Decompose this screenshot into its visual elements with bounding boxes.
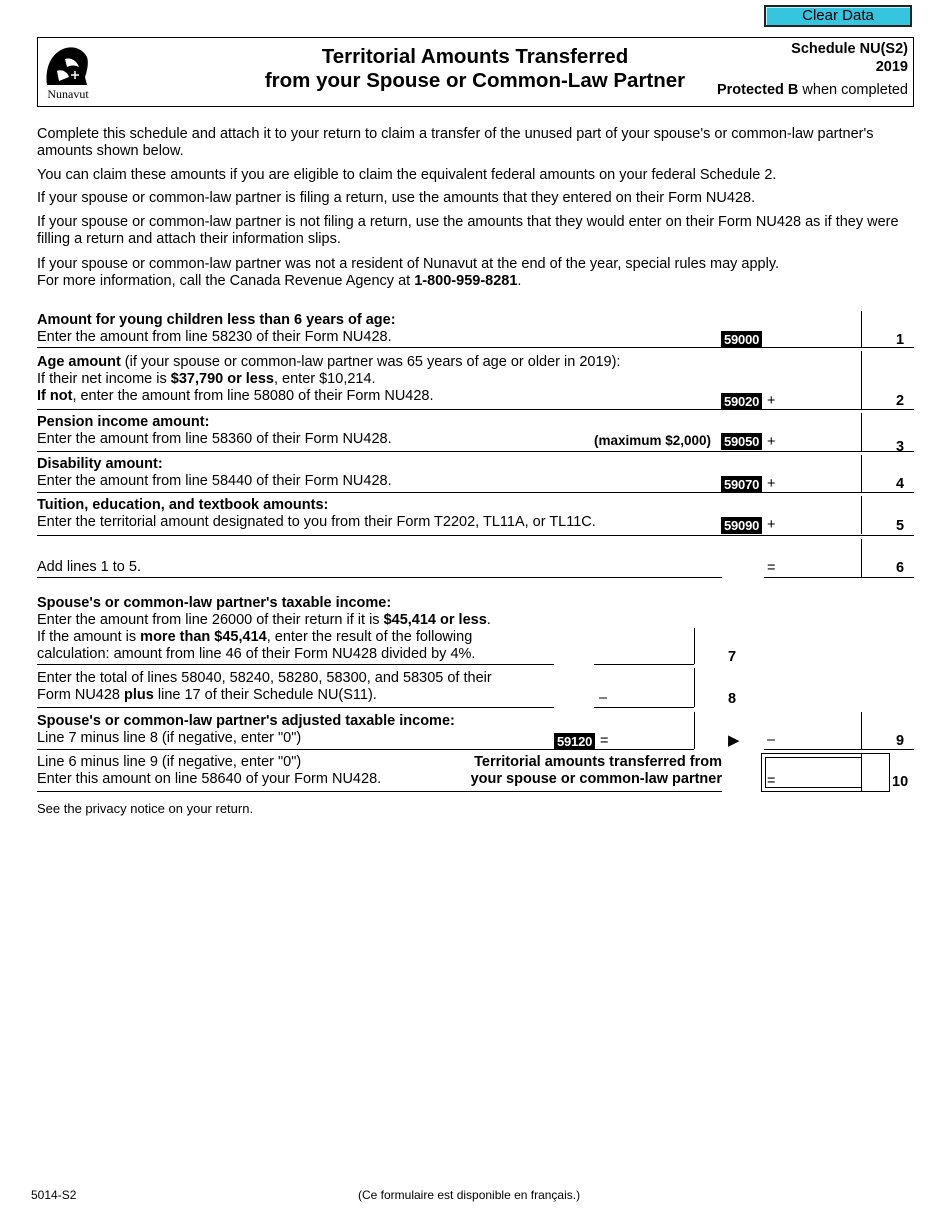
line-7-a-post: . <box>486 612 491 628</box>
line-7-rule-left <box>37 664 554 665</box>
line-9-right-column-line <box>861 712 862 749</box>
line-2-rule <box>37 409 914 410</box>
line-1-rule <box>37 347 914 348</box>
column-line <box>861 455 862 492</box>
line-10-label-2: your spouse or common-law partner <box>470 771 722 787</box>
line-2-c-bold: If not <box>37 388 73 404</box>
line-2-c-post: , enter the amount from line 58080 of their Form NU428. <box>72 388 434 404</box>
line-4-text: Enter the amount from line 58440 of their Form NU428. <box>37 473 392 489</box>
intro-paragraph-1: Complete this schedule and attach it to your return to claim a transfer of the unused part of your spouse's or common-law partner's amounts shown below. <box>37 126 874 159</box>
line-7-input[interactable] <box>598 646 692 661</box>
line-3-maximum: (maximum $2,000) <box>594 433 712 448</box>
line-2-code: 59020 <box>721 393 762 410</box>
line-1-text: Enter the amount from line 58230 of their Form NU428. <box>37 329 392 345</box>
line-8-rule-left <box>37 707 554 708</box>
line-9-column-line <box>694 712 695 749</box>
line-7-column-line <box>694 628 695 664</box>
line-7-a-bold: $45,414 or less <box>383 612 487 628</box>
line-2-heading-rest: (if your spouse or common-law partner was 65 years of age or older in 2019): <box>120 354 621 370</box>
title-line-1: Territorial Amounts Transferred <box>321 45 629 68</box>
line-9-rule-right <box>594 749 694 750</box>
column-line <box>861 413 862 451</box>
line-9-heading: Spouse's or common-law partner's adjusted taxable income: <box>37 713 455 729</box>
line-10-a: Line 6 minus line 9 (if negative, enter "0") <box>37 754 302 770</box>
line-4-heading: Disability amount: <box>37 456 163 472</box>
line-9-rule-left <box>37 749 554 750</box>
intro-paragraph-4: If your spouse or common-law partner is not filing a return, use the amounts that they would enter on their Form NU428 as if they were filling a return and attach their information slips. <box>37 214 899 247</box>
clear-data-button[interactable]: Clear Data <box>764 5 912 27</box>
line-8-b-pre: Form NU428 <box>37 687 125 703</box>
line-9-code: 59120 <box>554 733 595 750</box>
intro-p5-text: For more information, call the Canada Revenue Agency at <box>37 273 415 289</box>
line-7-b-bold: more than $45,414 <box>140 629 267 645</box>
nunavut-emblem-icon <box>41 41 95 103</box>
line-1-label <box>37 312 396 346</box>
line-6-rule-left <box>37 577 722 578</box>
line-4-input[interactable] <box>780 476 861 491</box>
protected-bold: Protected B <box>716 82 799 98</box>
line-8-input[interactable] <box>612 690 692 705</box>
line-1-number: 1 <box>896 332 905 348</box>
schedule-id <box>791 40 908 76</box>
intro-p5-line-a: If your spouse or common-law partner was not a resident of Nunavut at the end of the year, special rules may apply. <box>37 256 780 272</box>
line-5-heading: Tuition, education, and textbook amounts: <box>37 497 329 513</box>
line-7-label <box>37 595 491 663</box>
schedule-year: 2019 <box>875 59 908 75</box>
line-5-plus: + <box>767 517 776 533</box>
line-7-c: calculation: amount from line 46 of their Form NU428 divided by 4%. <box>37 646 476 662</box>
intro-p5-period: . <box>517 273 522 289</box>
line-5-label <box>37 497 596 531</box>
logo-text: Nunavut <box>47 87 89 101</box>
line-3-code: 59050 <box>721 433 762 450</box>
line-4-label <box>37 456 392 490</box>
line-7-b-post: , enter the result of the following <box>266 629 473 645</box>
line-8-column-line <box>694 668 695 707</box>
cra-phone-number: 1-800-959-8281 <box>414 273 518 289</box>
line-8-rule-right <box>594 707 694 708</box>
line-6-rule-right <box>764 577 914 578</box>
arrow-icon: ▶ <box>728 732 740 749</box>
line-9-rule-right-col <box>764 749 914 750</box>
line-9-minus: – <box>767 732 776 748</box>
form-number: 5014-S2 <box>31 1188 77 1202</box>
line-5-rule <box>37 535 914 536</box>
line-6-input[interactable] <box>780 560 861 575</box>
line-10-label <box>37 754 381 788</box>
column-line <box>861 311 862 347</box>
line-3-label <box>37 414 392 448</box>
column-line <box>861 539 862 577</box>
line-3-rule <box>37 451 914 452</box>
line-5-text: Enter the territorial amount designated to you from their Form T2202, TL11A, or TL11C. <box>37 514 596 530</box>
line-2-label <box>37 354 620 405</box>
intro-paragraph-3: If your spouse or common-law partner is filing a return, use the amounts that they entered on their Form NU428. <box>37 190 756 206</box>
column-line <box>861 496 862 534</box>
line-4-number: 4 <box>896 476 905 492</box>
line-6-label: Add lines 1 to 5. <box>37 559 141 575</box>
protected-rest: when completed <box>798 82 908 98</box>
column-line <box>861 351 862 409</box>
line-9-input-right[interactable] <box>780 732 861 747</box>
line-1-heading: Amount for young children less than 6 years of age: <box>37 312 396 328</box>
title-line-2: from your Spouse or Common-Law Partner <box>264 69 686 92</box>
protected-b-label <box>717 82 908 98</box>
line-3-input[interactable] <box>780 434 861 449</box>
line-8-label <box>37 670 492 704</box>
line-10-b: Enter this amount on line 58640 of your Form NU428. <box>37 771 382 787</box>
line-6-number: 6 <box>896 560 905 576</box>
nunavut-logo <box>41 41 95 103</box>
line-8-minus: – <box>599 690 608 706</box>
intro-paragraph-2: You can claim these amounts if you are eligible to claim the equivalent federal amounts on your federal Schedule 2. <box>37 167 777 183</box>
line-10-rule <box>37 791 722 792</box>
line-5-input[interactable] <box>780 517 861 532</box>
line-7-heading: Spouse's or common-law partner's taxable income: <box>37 595 392 611</box>
line-2-number: 2 <box>896 393 905 409</box>
form-title <box>230 45 720 93</box>
line-10-input[interactable] <box>780 770 860 787</box>
line-8-a: Enter the total of lines 58040, 58240, 58280, 58300, and 58305 of their <box>37 670 492 686</box>
line-7-b-pre: If the amount is <box>37 629 141 645</box>
line-1-code: 59000 <box>721 331 762 348</box>
line-7-number: 7 <box>728 649 737 665</box>
line-5-number: 5 <box>896 518 905 534</box>
line-4-rule <box>37 492 914 493</box>
line-2-heading: Age amount <box>37 354 121 370</box>
line-2-b-bold: $37,790 or less <box>170 371 274 387</box>
line-10-result-label <box>440 754 722 788</box>
line-7-rule-right <box>594 664 694 665</box>
intro-p5-line-b <box>37 273 917 290</box>
line-9-label <box>37 713 455 747</box>
line-8-number: 8 <box>728 691 737 707</box>
line-4-code: 59070 <box>721 476 762 493</box>
line-6-equals: = <box>767 560 776 576</box>
line-2-plus: + <box>767 393 776 409</box>
line-3-text: Enter the amount from line 58360 of their Form NU428. <box>37 431 392 447</box>
line-2-b-pre: If their net income is <box>37 371 171 387</box>
line-9-text: Line 7 minus line 8 (if negative, enter "0") <box>37 730 302 746</box>
line-3-plus: + <box>767 434 776 450</box>
line-9-number: 9 <box>896 733 905 749</box>
line-3-number: 3 <box>896 439 905 455</box>
schedule-name: Schedule NU(S2) <box>791 41 908 57</box>
line-10-equals: = <box>767 773 776 789</box>
line-5-code: 59090 <box>721 517 762 534</box>
line-10-column-line <box>861 753 862 792</box>
line-8-b-bold: plus <box>124 687 154 703</box>
french-availability-note: (Ce formulaire est disponible en français.) <box>358 1188 581 1202</box>
line-2-b-post: , enter $10,214. <box>273 371 376 387</box>
line-8-b-post: line 17 of their Schedule NU(S11). <box>153 687 377 703</box>
line-10-number: 10 <box>892 774 909 790</box>
privacy-notice: See the privacy notice on your return. <box>37 801 254 816</box>
intro-paragraph-5 <box>37 256 917 290</box>
line-9-input-left[interactable] <box>612 733 692 748</box>
line-1-input[interactable] <box>766 331 861 346</box>
line-9-equals: = <box>600 733 609 749</box>
line-7-a-pre: Enter the amount from line 26000 of their return if it is <box>37 612 384 628</box>
line-10-label-1: Territorial amounts transferred from <box>474 754 722 770</box>
line-3-heading: Pension income amount: <box>37 414 210 430</box>
line-2-input[interactable] <box>780 393 861 408</box>
line-4-plus: + <box>767 476 776 492</box>
